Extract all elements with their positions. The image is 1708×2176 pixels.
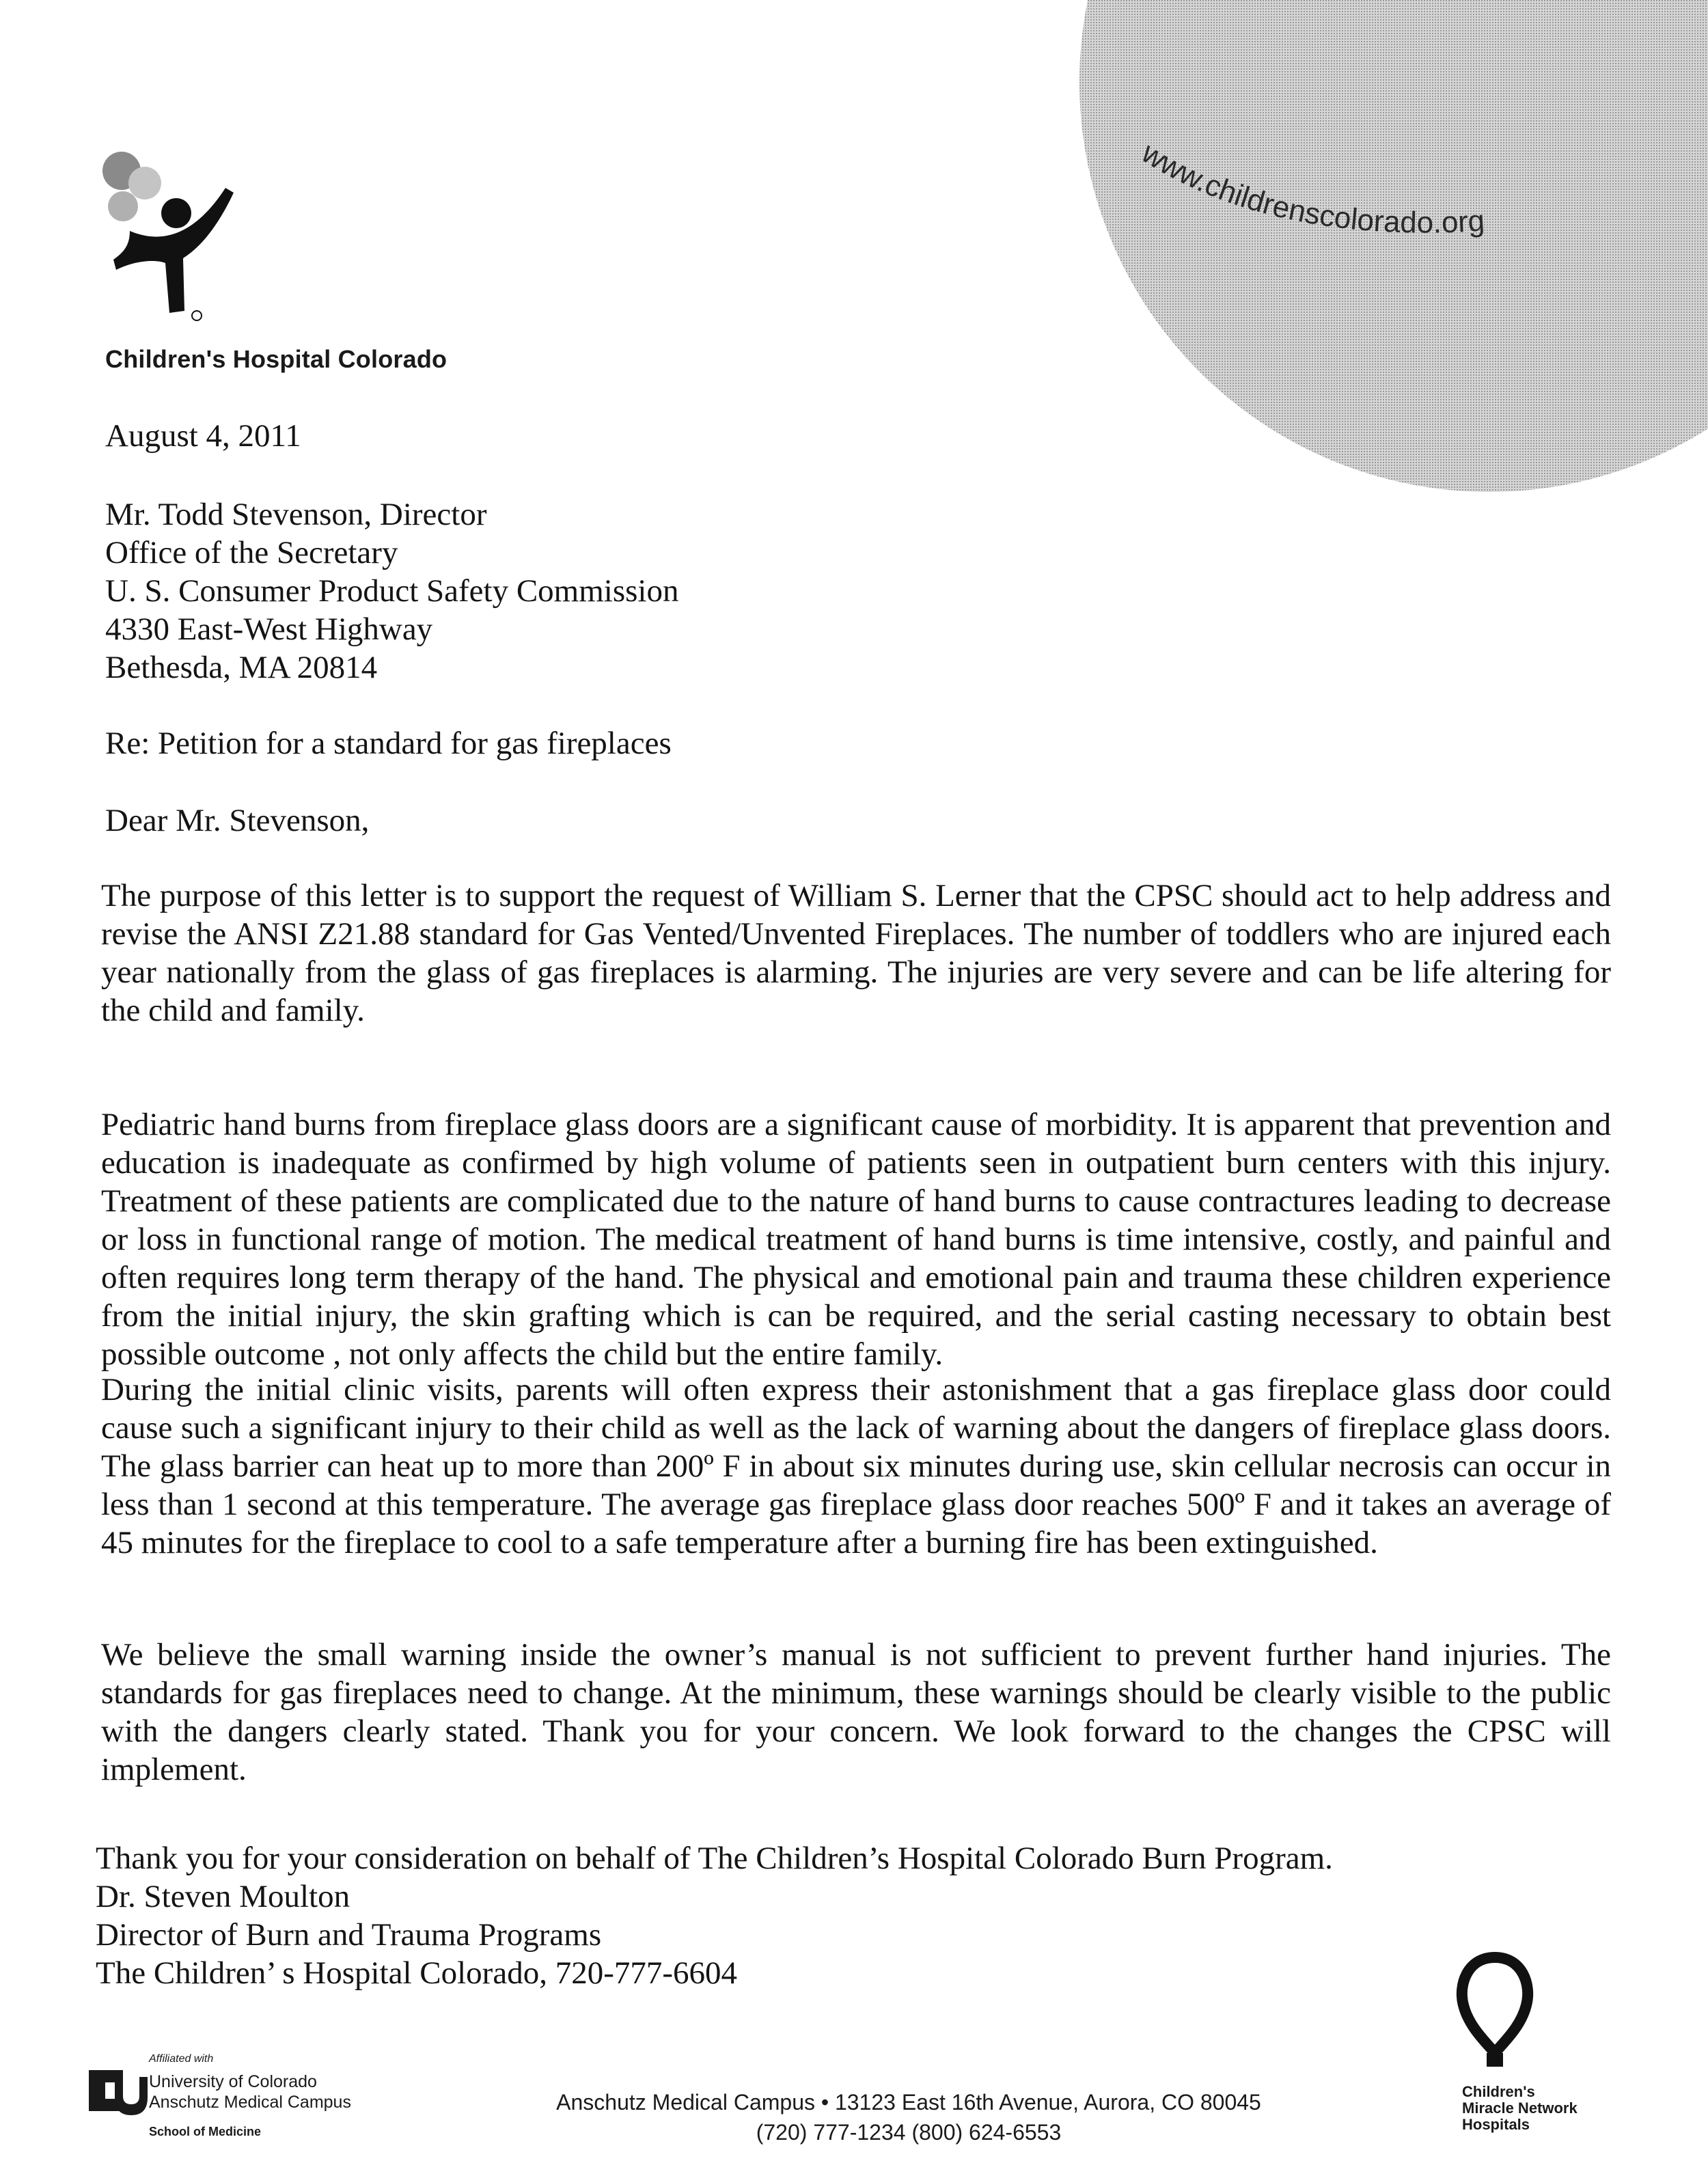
university-name [149, 2071, 351, 2112]
university-logo-icon [82, 2056, 150, 2125]
network-line: Miracle Network [1462, 2099, 1578, 2117]
network-line: Hospitals [1462, 2116, 1530, 2133]
body-paragraph-2: Pediatric hand burns from fireplace glass doors are a significant cause of morbidity. It is apparent that prevention and education is inadequate as confirmed by high volume of patients seen in outpatient burn centers with this injury. Treatment of these patients are complicated due to the nature of hand burns to cause contractures leading to decrease or loss in functional range of motion. The medical treatment of hand burns is time intensive, costly, and painful and often requires long term therapy of the hand. The physical and emotional pain and trauma these children experience from the initial injury, the skin grafting which is can be required, and the serial casting necessary to obtain best possible outcome , not only affects the child but the entire family. [101, 1107, 1611, 1372]
body-paragraph-4: We believe the small warning inside the owner’s manual is not sufficient to prevent further hand injuries. The standards for gas fireplaces need to change. At the minimum, these warnings should be clearly visible to the public with the dangers clearly stated. Thank you for your concern. We look forward to the changes the CPSC will implement. [101, 1637, 1611, 1787]
closing-line: Thank you for your consideration on behalf of The Children’s Hospital Colorado Burn Program. [96, 1841, 1333, 1876]
network-line: Children's [1462, 2083, 1535, 2100]
body-paragraph-1: The purpose of this letter is to support the request of William S. Lerner that the CPSC should act to help address and revise the ANSI Z21.88 standard for Gas Vented/Unvented Fireplaces. The number of toddlers who are injured each year nationally from the glass of gas fireplaces is alarming. The injuries are very severe and can be life altering for the child and family. [101, 878, 1611, 1028]
recipient-line: Bethesda, MA 20814 [105, 650, 378, 685]
recipient-line: 4330 East-West Highway [105, 611, 433, 647]
recipient-line: U. S. Consumer Product Safety Commission [105, 573, 679, 609]
school-name: School of Medicine [149, 2125, 262, 2138]
organization-name: Children's Hospital Colorado [105, 345, 447, 373]
signature-block [96, 1839, 1333, 1992]
university-line: Anschutz Medical Campus [149, 2093, 351, 2112]
decorative-circle [1066, 0, 1708, 492]
university-line: University of Colorado [149, 2072, 317, 2091]
footer-address-line: Anschutz Medical Campus • 13123 East 16th Avenue, Aurora, CO 80045 [556, 2090, 1261, 2115]
recipient-address [105, 495, 678, 687]
subject-line: Re: Petition for a standard for gas fireplaces [105, 726, 672, 761]
body-paragraph-3: During the initial clinic visits, parents will often express their astonishment that a gas fireplace glass door could cause such a significant injury to their child as well as the lack of warning about the dangers of fireplace glass doors. The glass barrier can heat up to more than 200º F in about six minutes during use, skin cellular necrosis can occur in less than 1 second at this temperature. The average gas fireplace glass door reaches 500º F and it takes an average of 45 minutes for the fireplace to cool to a safe temperature after a burning fire has been extinguished. [101, 1372, 1611, 1560]
letter-date: August 4, 2011 [105, 418, 301, 454]
footer-phone-line: (720) 777-1234 (800) 624-6553 [756, 2120, 1062, 2145]
signer-title: Director of Burn and Trauma Programs [96, 1917, 602, 1953]
website-url-text: www.childrenscolorado.org [1135, 136, 1486, 240]
affiliation-label: Affiliated with [149, 2053, 214, 2065]
recipient-line: Mr. Todd Stevenson, Director [105, 497, 487, 532]
hospital-logo-icon [89, 150, 266, 335]
miracle-network-label [1462, 2084, 1578, 2133]
signer-name: Dr. Steven Moulton [96, 1879, 350, 1914]
recipient-line: Office of the Secretary [105, 535, 398, 570]
miracle-network-balloon-icon [1454, 1951, 1536, 2070]
signer-organization: The Children’ s Hospital Colorado, 720-777-6604 [96, 1955, 737, 1991]
salutation: Dear Mr. Stevenson, [105, 803, 370, 838]
footer-address [540, 2087, 1278, 2147]
